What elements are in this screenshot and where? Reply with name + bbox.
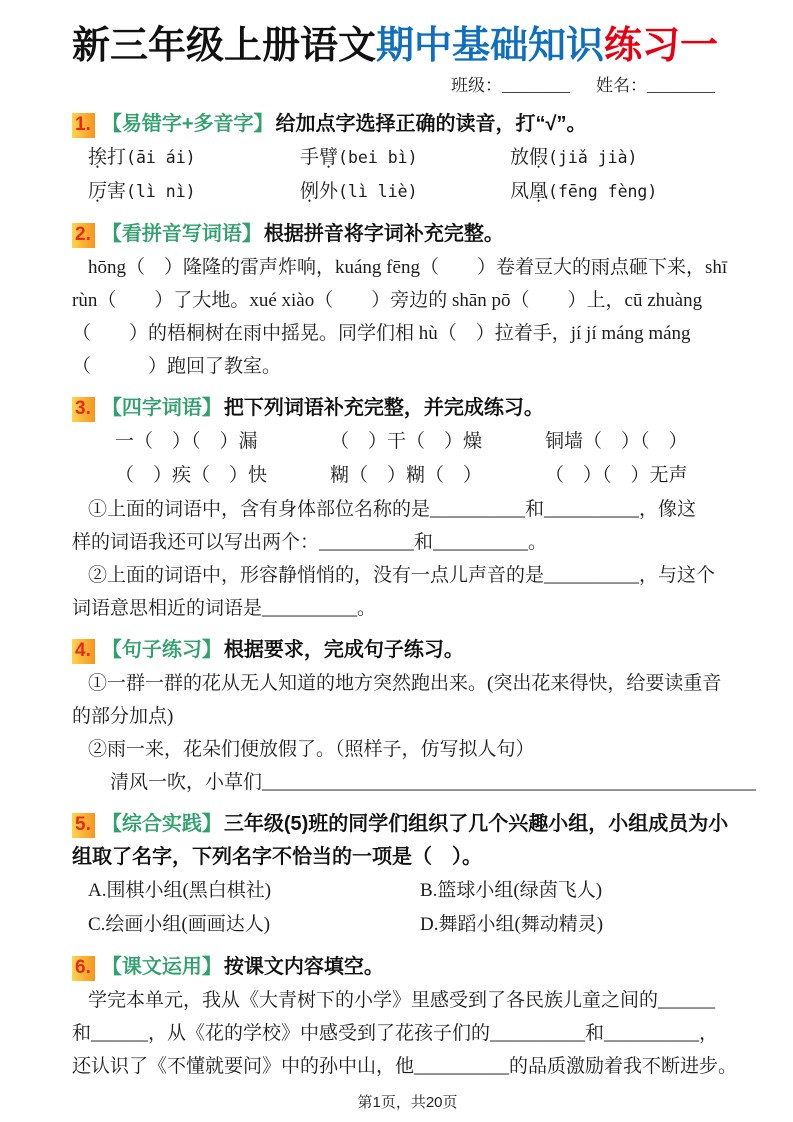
title-part-red: 练习一: [604, 25, 719, 67]
option-c[interactable]: C.绘画小组(画画达人): [88, 914, 271, 936]
title-part-blue: 期中基础知识: [376, 25, 605, 67]
multiple-choice-options: [72, 874, 743, 942]
pinyin-paragraph-line: （ ）跑回了教室。: [72, 356, 282, 378]
section-4-header: [72, 634, 743, 667]
option-d[interactable]: D.舞蹈小组(舞动精灵): [420, 914, 604, 936]
sentence-exercise-line: 的部分加点): [72, 706, 174, 728]
pinyin-choice-item[interactable]: [88, 175, 300, 209]
sentence-answer-line[interactable]: 清风一吹，小草们____________________________________________________: [110, 772, 757, 794]
dotted-char: 凰: [529, 181, 549, 203]
section-2-desc: 根据拼音将字词补充完整。: [263, 223, 504, 246]
section-1-desc: 给加点字选择正确的读音，打“√”。: [275, 113, 587, 136]
idiom-item[interactable]: 糊（ ）糊（ ）: [330, 465, 483, 487]
section-4-number-badge: 4.: [72, 639, 95, 664]
section-3-header: [72, 392, 743, 425]
student-info-row: [72, 73, 715, 99]
page-number: 第1页，共20页: [357, 1094, 458, 1112]
idiom-fill-grid: [72, 425, 743, 493]
pinyin-choice-item[interactable]: [510, 175, 743, 209]
dotted-char: 假: [529, 147, 549, 169]
pinyin-choice-grid: [72, 141, 743, 209]
pinyin-options: (lì nì): [126, 182, 196, 202]
idiom-item[interactable]: （ ）（ ）无声: [545, 465, 688, 487]
word-post: 外: [319, 181, 339, 203]
section-6-number-badge: 6.: [72, 956, 95, 981]
option-b[interactable]: B.篮球小组(绿茵飞人): [420, 880, 603, 902]
pinyin-choice-item[interactable]: [510, 141, 743, 175]
idiom-item[interactable]: 一（ ）（ ）漏: [115, 431, 258, 453]
subquestion-line: ②上面的词语中，形容静悄悄的，没有一点儿声音的是__________，与这个: [88, 565, 716, 587]
section-6-desc: 按课文内容填空。: [223, 956, 384, 979]
section-5-desc: 三年级(5)班的同学们组织了几个兴趣小组，小组成员为小组取了名字，下列名字不恰当的一项是（ ）。: [72, 813, 729, 869]
dotted-char: 挨: [88, 147, 108, 169]
section-3-desc: 把下列词语补充完整，并完成练习。: [223, 397, 544, 420]
page-title: [72, 22, 743, 71]
dotted-char: 臂: [319, 147, 339, 169]
subquestion-line: ①上面的词语中，含有身体部位名称的是__________和__________，像这: [88, 499, 697, 521]
sentence-exercise-line: ②雨一来，花朵们便放假了。（照样子，仿写拟人句）: [88, 739, 535, 761]
section-5-tag: 【综合实践】: [101, 813, 222, 836]
section-1-header: [72, 108, 743, 141]
sentence-exercise-line: ①一群一群的花从无人知道的地方突然跑出来。(突出花来得快，给要读重音: [88, 673, 722, 695]
section-2-number-badge: 2.: [72, 223, 95, 248]
pinyin-options: (fēng fèng): [548, 182, 658, 202]
pinyin-paragraph-line: （ ）的梧桐树在雨中摇晃。同学们相 hù（ ）拉着手，jí jí máng máng: [72, 323, 691, 345]
fill-in-line: 和______，从《花的学校》中感受到了花孩子们的__________和__________，: [72, 1023, 719, 1045]
section-5-number-badge: 5.: [72, 813, 95, 838]
idiom-item[interactable]: （ ）疾（ ）快: [115, 465, 268, 487]
pinyin-options: (bei bì): [338, 148, 418, 168]
class-blank-line[interactable]: ________: [502, 76, 570, 96]
dotted-char: 厉: [88, 181, 108, 203]
pinyin-choice-item[interactable]: [88, 141, 300, 175]
idiom-item[interactable]: （ ）干（ ）燥: [330, 431, 483, 453]
section-4-desc: 根据要求，完成句子练习。: [223, 639, 464, 662]
fill-in-line: 还认识了《不懂就要问》中的孙中山，他__________的品质激励着我不断进步。: [72, 1056, 738, 1078]
idiom-item[interactable]: 铜墙（ ）（ ）: [545, 431, 688, 453]
section-1-tag: 【易错字+多音字】: [101, 113, 274, 136]
fill-in-line: 学完本单元，我从《大青树下的小学》里感受到了各民族儿童之间的______: [88, 990, 716, 1012]
pinyin-choice-item[interactable]: [300, 141, 510, 175]
name-blank-line[interactable]: ________: [647, 76, 715, 96]
class-label: 班级：: [451, 76, 502, 96]
pinyin-options: (lì liè): [338, 182, 418, 202]
section-6-header: [72, 951, 743, 984]
section-5-header: [72, 808, 743, 874]
word-pre: 凤: [510, 181, 530, 203]
section-2-tag: 【看拼音写词语】: [101, 223, 262, 246]
word-pre: 手: [300, 147, 320, 169]
section-4-tag: 【句子练习】: [101, 639, 222, 662]
section-3-tag: 【四字词语】: [101, 397, 222, 420]
word-post: 害: [107, 181, 127, 203]
pinyin-paragraph-line: hōng（ ）隆隆的雷声炸响，kuáng fēng（ ）卷着豆大的雨点砸下来，shī: [88, 257, 728, 279]
section-3-number-badge: 3.: [72, 397, 95, 422]
subquestion-line: 样的词语我还可以写出两个：__________和__________。: [72, 532, 548, 554]
dotted-char: 例: [300, 181, 320, 203]
pinyin-paragraph-line: rùn（ ）了大地。xué xiào（ ）旁边的 shān pō（ ）上，cū zhuàng: [72, 290, 703, 312]
pinyin-options: (āi ái): [126, 148, 196, 168]
subquestion-line: 词语意思相近的词语是__________。: [72, 598, 377, 620]
title-part-black: 新三年级上册语文: [72, 25, 377, 67]
pinyin-choice-item[interactable]: [300, 175, 510, 209]
word-pre: 放: [510, 147, 530, 169]
name-label: 姓名：: [596, 76, 647, 96]
section-1-number-badge: 1.: [72, 113, 95, 138]
section-2-header: [72, 218, 743, 251]
pinyin-options: (jiǎ jià): [548, 148, 638, 168]
option-a[interactable]: A.围棋小组(黑白棋社): [88, 880, 272, 902]
section-6-tag: 【课文运用】: [101, 956, 222, 979]
word-post: 打: [107, 147, 127, 169]
